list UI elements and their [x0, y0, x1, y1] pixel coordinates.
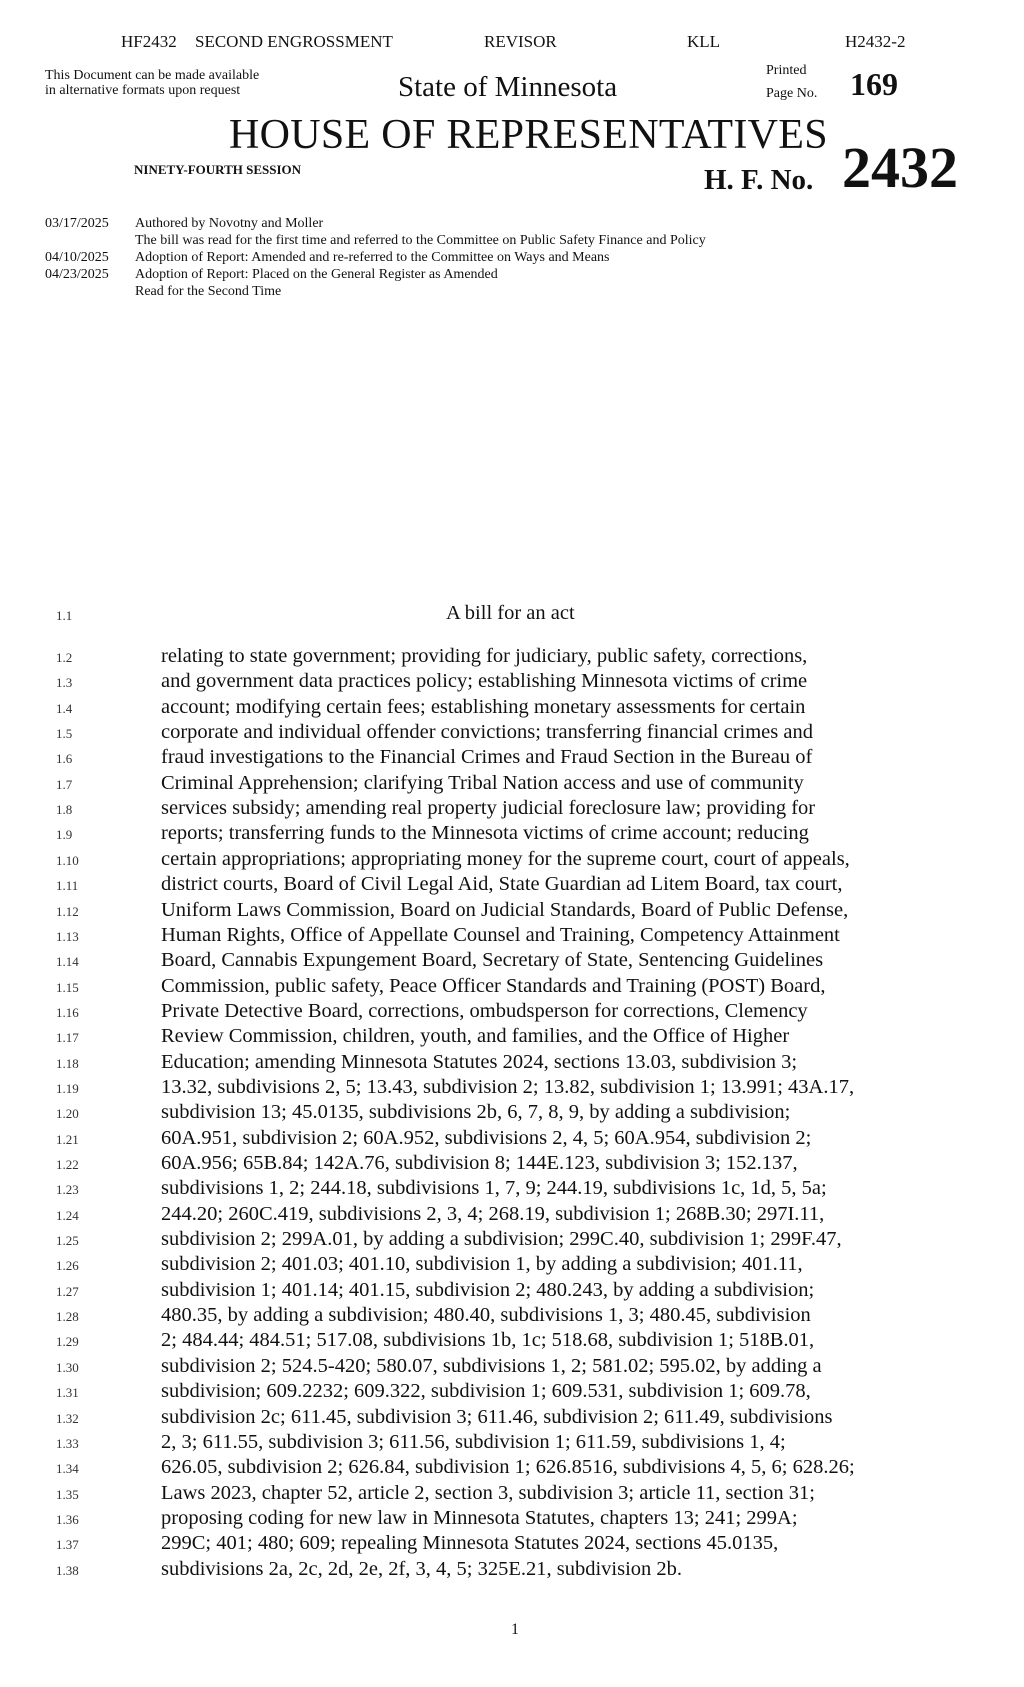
- bill-text-line: Human Rights, Office of Appellate Counsel and Training, Competency Attainment: [161, 924, 840, 946]
- bill-text-line: subdivision 2; 401.03; 401.10, subdivision 1, by adding a subdivision; 401.11,: [161, 1253, 803, 1275]
- line-number: 1.15: [56, 980, 79, 995]
- bill-text-line: fraud investigations to the Financial Crimes and Fraud Section in the Bureau of: [161, 746, 813, 768]
- bill-text-line: Uniform Laws Commission, Board on Judicial Standards, Board of Public Defense,: [161, 899, 849, 921]
- availability-notice-line2: in alternative formats upon request: [45, 83, 241, 98]
- bill-text-line: subdivision 1; 401.14; 401.15, subdivision 2; 480.243, by adding a subdivision;: [161, 1279, 815, 1301]
- line-number: 1.3: [56, 675, 73, 690]
- line-number: 1.22: [56, 1157, 79, 1172]
- bill-text-line: Education; amending Minnesota Statutes 2024, sections 13.03, subdivision 3;: [161, 1051, 798, 1073]
- action-date: 04/23/2025: [45, 267, 109, 282]
- chamber-title: HOUSE OF REPRESENTATIVES: [229, 112, 828, 158]
- bill-text-line: 60A.951, subdivision 2; 60A.952, subdivisions 2, 4, 5; 60A.954, subdivision 2;: [161, 1127, 812, 1149]
- bill-text-line: 299C; 401; 480; 609; repealing Minnesota Statutes 2024, sections 45.0135,: [161, 1532, 779, 1554]
- action-text: Read for the Second Time: [135, 284, 282, 299]
- line-number: 1.12: [56, 904, 79, 919]
- bill-text-line: 2; 484.44; 484.51; 517.08, subdivisions 1b, 1c; 518.68, subdivision 1; 518B.01,: [161, 1329, 815, 1351]
- bill-text-line: 2, 3; 611.55, subdivision 3; 611.56, subdivision 1; 611.59, subdivisions 1, 4;: [161, 1431, 786, 1453]
- line-number: 1.27: [56, 1284, 79, 1299]
- session-label: NINETY-FOURTH SESSION: [134, 162, 302, 177]
- bill-text-line: subdivision 13; 45.0135, subdivisions 2b, 6, 7, 8, 9, by adding a subdivision;: [161, 1101, 791, 1123]
- line-number: 1.37: [56, 1537, 79, 1552]
- line-number: 1.32: [56, 1411, 79, 1426]
- line-number: 1.23: [56, 1182, 79, 1197]
- action-text: The bill was read for the first time and referred to the Committee on Public Safety Finance and Policy: [135, 233, 706, 248]
- bill-text-line: 626.05, subdivision 2; 626.84, subdivision 1; 626.8516, subdivisions 4, 5, 6; 628.26;: [161, 1456, 855, 1478]
- bill-text-line: subdivisions 1, 2; 244.18, subdivisions 1, 7, 9; 244.19, subdivisions 1c, 1d, 5, 5a;: [161, 1177, 827, 1199]
- bill-text-line: Laws 2023, chapter 52, article 2, section 3, subdivision 3; article 11, section 31;: [161, 1482, 815, 1504]
- bill-text-line: services subsidy; amending real property judicial foreclosure law; providing for: [161, 797, 816, 819]
- line-number: 1.34: [56, 1461, 79, 1476]
- bill-text-line: subdivision; 609.2232; 609.322, subdivision 1; 609.531, subdivision 1; 609.78,: [161, 1380, 811, 1402]
- bill-text-line: Commission, public safety, Peace Officer Standards and Training (POST) Board,: [161, 975, 826, 997]
- bill-text-line: Review Commission, children, youth, and families, and the Office of Higher: [161, 1025, 790, 1047]
- bill-text-line: 244.20; 260C.419, subdivisions 2, 3, 4; 268.19, subdivision 1; 268B.30; 297I.11,: [161, 1203, 825, 1225]
- line-number: 1.38: [56, 1563, 79, 1578]
- bill-text-line: Private Detective Board, corrections, ombudsperson for corrections, Clemency: [161, 1000, 808, 1022]
- bill-text-line: 480.35, by adding a subdivision; 480.40, subdivisions 1, 3; 480.45, subdivision: [161, 1304, 811, 1326]
- line-number: 1.14: [56, 954, 79, 969]
- printed-label: Printed: [766, 63, 807, 78]
- bill-text-line: subdivision 2c; 611.45, subdivision 3; 611.46, subdivision 2; 611.49, subdivisions: [161, 1406, 833, 1428]
- line-number: 1.36: [56, 1512, 79, 1527]
- line-number: 1.8: [56, 802, 73, 817]
- header-initials: KLL: [687, 32, 721, 51]
- bill-text-line: Criminal Apprehension; clarifying Tribal Nation access and use of community: [161, 772, 804, 794]
- line-number: 1.25: [56, 1233, 79, 1248]
- line-number: 1.2: [56, 650, 73, 665]
- line-number: 1.5: [56, 726, 73, 741]
- line-number: 1.9: [56, 827, 73, 842]
- bill-text-line: 13.32, subdivisions 2, 5; 13.43, subdivision 2; 13.82, subdivision 1; 13.991; 43A.17,: [161, 1076, 855, 1098]
- line-number: 1.7: [56, 777, 73, 792]
- action-text: Adoption of Report: Placed on the General Register as Amended: [135, 267, 498, 282]
- availability-notice-line1: This Document can be made available: [45, 68, 260, 83]
- state-title: State of Minnesota: [398, 71, 618, 103]
- action-date: 03/17/2025: [45, 216, 109, 231]
- line-number: 1.21: [56, 1132, 79, 1147]
- bill-text-line: reports; transferring funds to the Minnesota victims of crime account; reducing: [161, 822, 809, 844]
- bill-text-line: subdivision 2; 299A.01, by adding a subdivision; 299C.40, subdivision 1; 299F.47,: [161, 1228, 842, 1250]
- action-date: 04/10/2025: [45, 250, 109, 265]
- bill-text-line: certain appropriations; appropriating money for the supreme court, court of appeals,: [161, 848, 850, 870]
- action-text: Authored by Novotny and Moller: [135, 216, 324, 231]
- bill-text-line: district courts, Board of Civil Legal Aid, State Guardian ad Litem Board, tax court,: [161, 873, 843, 895]
- line-number: 1.4: [56, 701, 73, 716]
- line-number: 1.6: [56, 751, 73, 766]
- bill-text-line: subdivisions 2a, 2c, 2d, 2e, 2f, 3, 4, 5; 325E.21, subdivision 2b.: [161, 1558, 683, 1580]
- line-number: 1.35: [56, 1487, 79, 1502]
- line-number: 1.30: [56, 1360, 79, 1375]
- line-number: 1.13: [56, 929, 79, 944]
- line-number: 1.16: [56, 1005, 79, 1020]
- bill-text-line: 60A.956; 65B.84; 142A.76, subdivision 8; 144E.123, subdivision 3; 152.137,: [161, 1152, 798, 1174]
- bill-text-line: corporate and individual offender convictions; transferring financial crimes and: [161, 721, 813, 743]
- bill-text-line: and government data practices policy; establishing Minnesota victims of crime: [161, 670, 808, 692]
- header-bill-id: HF2432: [121, 32, 177, 51]
- page-no-label: Page No.: [766, 86, 818, 101]
- line-number: 1.10: [56, 853, 79, 868]
- line-number: 1.1: [56, 608, 73, 623]
- bill-text-line: proposing coding for new law in Minnesota Statutes, chapters 13; 241; 299A;: [161, 1507, 798, 1529]
- bill-title: A bill for an act: [446, 602, 575, 624]
- hf-label: H. F. No.: [704, 164, 814, 196]
- line-number: 1.29: [56, 1334, 79, 1349]
- action-text: Adoption of Report: Amended and re-referred to the Committee on Ways and Means: [135, 250, 610, 265]
- line-number: 1.33: [56, 1436, 79, 1451]
- page-number: 1: [511, 1621, 519, 1638]
- bill-text-line: relating to state government; providing for judiciary, public safety, corrections,: [161, 645, 808, 667]
- line-number: 1.31: [56, 1385, 79, 1400]
- hf-number: 2432: [842, 135, 958, 200]
- line-number: 1.20: [56, 1106, 79, 1121]
- header-revisor: REVISOR: [484, 32, 557, 51]
- line-number: 1.26: [56, 1258, 79, 1273]
- bill-text-line: Board, Cannabis Expungement Board, Secretary of State, Sentencing Guidelines: [161, 949, 824, 971]
- line-number: 1.17: [56, 1030, 79, 1045]
- printed-page-number: 169: [850, 66, 898, 102]
- bill-text-line: account; modifying certain fees; establishing monetary assessments for certain: [161, 696, 806, 718]
- line-number: 1.24: [56, 1208, 79, 1223]
- line-number: 1.28: [56, 1309, 79, 1324]
- header-engrossment: SECOND ENGROSSMENT: [195, 32, 393, 51]
- line-number: 1.19: [56, 1081, 79, 1096]
- line-number: 1.18: [56, 1056, 79, 1071]
- line-number: 1.11: [56, 878, 79, 893]
- bill-text-line: subdivision 2; 524.5-420; 580.07, subdivisions 1, 2; 581.02; 595.02, by adding a: [161, 1355, 822, 1377]
- header-doc-code: H2432-2: [845, 32, 906, 51]
